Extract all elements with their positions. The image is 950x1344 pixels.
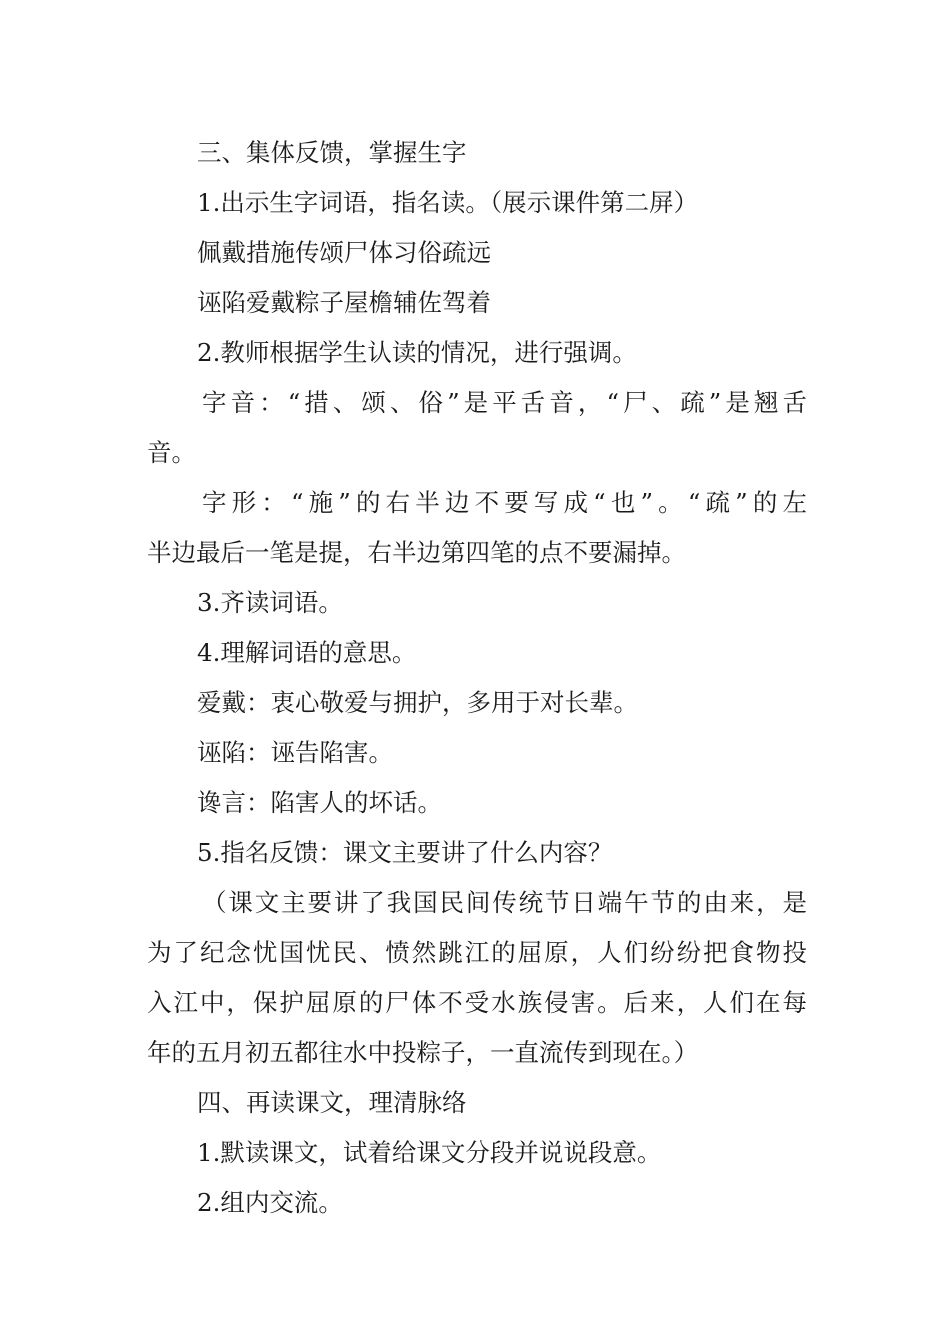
step-4: 4.理解词语的意思。 xyxy=(197,638,417,667)
step-3: 3.齐读词语。 xyxy=(197,588,343,617)
summary-paragraph: （课文主要讲了我国民间传统节日端午节的由来，是 xyxy=(202,888,807,917)
step-2: 2.教师根据学生认读的情况，进行强调。 xyxy=(197,338,637,367)
glyph-note: 字形：“施”的右半边不要写成“也”。“疏”的左 xyxy=(202,488,807,517)
step-5: 5.指名反馈：课文主要讲了什么内容？ xyxy=(197,838,613,867)
section-heading-4: 四、再读课文，理清脉络 xyxy=(197,1088,467,1117)
glyph-note-cont: 半边最后一笔是提，右半边第四笔的点不要漏掉。 xyxy=(147,538,686,567)
step-4-1: 1.默读课文，试着给课文分段并说说段意。 xyxy=(197,1138,662,1167)
pronunciation-note-end: 音。 xyxy=(147,438,196,467)
vocab-list-2: 诬陷爱戴粽子屋檐辅佐驾着 xyxy=(197,288,491,317)
section-heading-3: 三、集体反馈，掌握生字 xyxy=(197,138,467,167)
summary-paragraph-cont-3: 年的五月初五都往水中投粽子，一直流传到现在。） xyxy=(147,1038,699,1067)
definition-aidai: 爱戴：衷心敬爱与拥护，多用于对长辈。 xyxy=(197,688,638,717)
step-4-2: 2.组内交流。 xyxy=(197,1188,343,1217)
step-1: 1.出示生字词语，指名读。（展示课件第二屏） xyxy=(197,188,699,217)
vocab-list-1: 佩戴措施传颂尸体习俗疏远 xyxy=(197,238,491,267)
summary-paragraph-cont-1: 为了纪念忧国忧民、愤然跳江的屈原，人们纷纷把食物投 xyxy=(147,938,807,967)
summary-paragraph-cont-2: 入江中，保护屈原的尸体不受水族侵害。后来，人们在每 xyxy=(147,988,807,1017)
document-body xyxy=(147,128,807,1228)
definition-wuxian: 诬陷：诬告陷害。 xyxy=(197,738,393,767)
pronunciation-note: 字音：“措、颂、俗”是平舌音，“尸、疏”是翘舌 xyxy=(202,388,807,417)
definition-chanyan: 谗言：陷害人的坏话。 xyxy=(197,788,442,817)
